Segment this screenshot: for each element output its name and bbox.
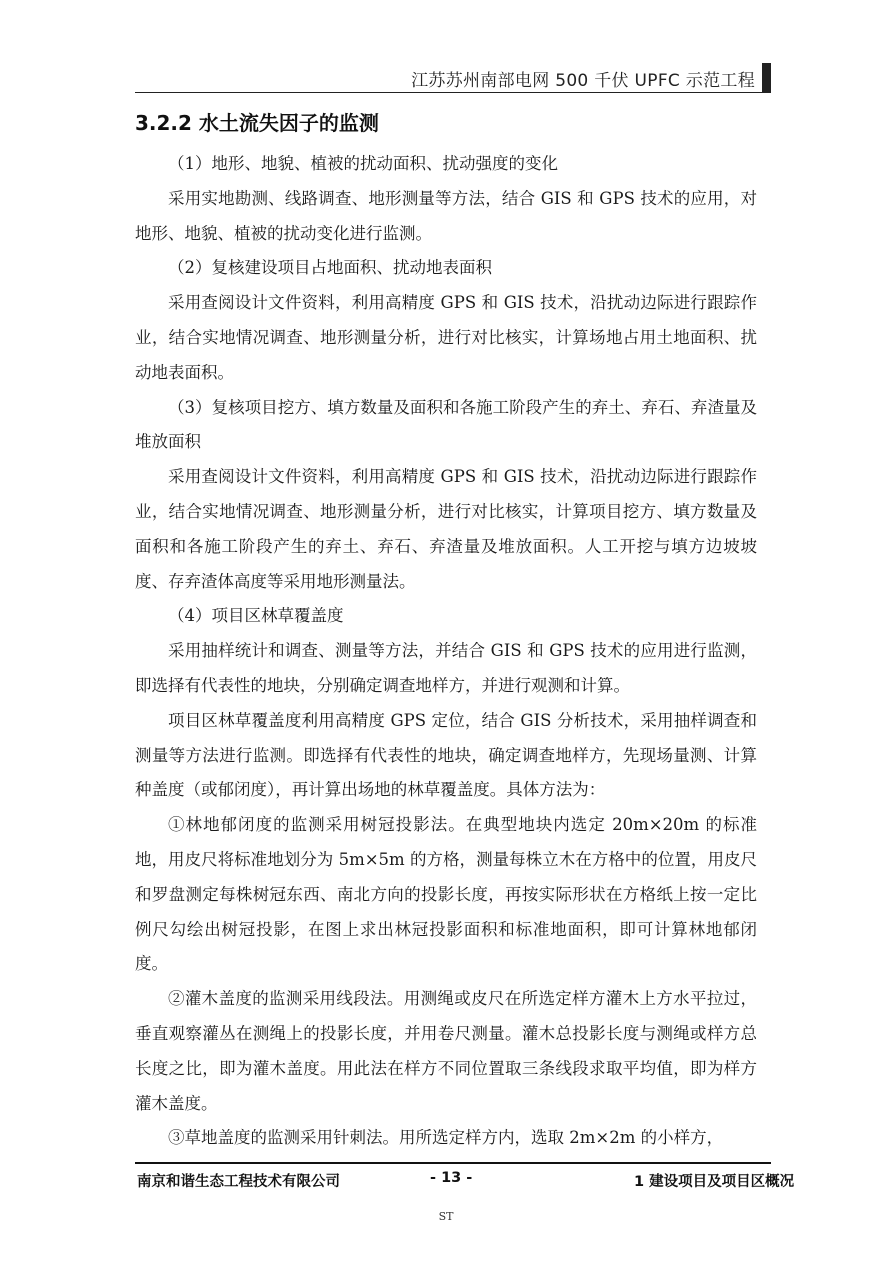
header-bar <box>762 63 771 93</box>
paragraph: 采用实地勘测、线路调查、地形测量等方法，结合 GIS 和 GPS 技术的应用，对地形、地貌、植被的扰动变化进行监测。 <box>135 188 757 243</box>
footer-rule <box>135 1162 771 1164</box>
paragraph-subheading: （4）项目区林草覆盖度 <box>168 606 344 626</box>
section-title: 3.2.2 水土流失因子的监测 <box>135 111 379 135</box>
footer-page-number: - 13 - <box>430 1170 473 1186</box>
footer-company: 南京和谐生态工程技术有限公司 <box>137 1174 340 1190</box>
footer-chapter: 1 建设项目及项目区概况 <box>634 1174 795 1190</box>
page-content <box>135 104 757 1156</box>
header-rule <box>135 92 763 93</box>
paragraph: 采用查阅设计文件资料，利用高精度 GPS 和 GIS 技术，沿扰动边际进行跟踪作业，结合实地情况调查、地形测量分析，进行对比核实，计算场地占用土地面积、扰动地表面积。 <box>135 293 757 382</box>
page-mark: ST <box>438 1210 454 1223</box>
paragraph-subheading: （2）复核建设项目占地面积、扰动地表面积 <box>168 258 492 278</box>
paragraph: ③草地盖度的监测采用针刺法。用所选定样方内，选取 2m×2m 的小样方， <box>168 1128 724 1148</box>
paragraph-subheading: （3）复核项目挖方、填方数量及面积和各施工阶段产生的弃土、弃石、弃渣量及堆放面积 <box>135 397 757 452</box>
header-title: 江苏苏州南部电网 500 千伏 UPFC 示范工程 <box>411 71 755 91</box>
paragraph-subheading: （1）地形、地貌、植被的扰动面积、扰动强度的变化 <box>168 154 558 173</box>
paragraph: ①林地郁闭度的监测采用树冠投影法。在典型地块内选定 20m×20m 的标准地，用皮尺将标准地划分为 5m×5m 的方格，测量每株立木在方格中的位置，用皮尺和罗盘测定每株树冠东西、南北方向的投影长度，再按实际形状在方格纸上按一定比例尺勾绘出树冠投影，在图上求出林冠投影面积和标准地面积，即可计算林地郁闭度。 <box>135 815 757 974</box>
paragraph: ②灌木盖度的监测采用线段法。用测绳或皮尺在所选定样方灌木上方水平拉过，垂直观察灌丛在测绳上的投影长度，并用卷尺测量。灌木总投影长度与测绳或样方总长度之比，即为灌木盖度。用此法在样方不同位置取三条线段求取平均值，即为样方灌木盖度。 <box>135 989 757 1113</box>
paragraph: 采用查阅设计文件资料，利用高精度 GPS 和 GIS 技术，沿扰动边际进行跟踪作业，结合实地情况调查、地形测量分析，进行对比核实，计算项目挖方、填方数量及面积和各施工阶段产生的弃土、弃石、弃渣量及堆放面积。人工开挖与填方边坡坡度、存弃渣体高度等采用地形测量法。 <box>135 467 757 591</box>
paragraph: 项目区林草覆盖度利用高精度 GPS 定位，结合 GIS 分析技术，采用抽样调查和测量等方法进行监测。即选择有代表性的地块，确定调查地样方，先现场量测、计算种盖度（或郁闭度），再计算出场地的林草覆盖度。具体方法为： <box>135 710 757 800</box>
paragraph: 采用抽样统计和调查、测量等方法，并结合 GIS 和 GPS 技术的应用进行监测，即选择有代表性的地块，分别确定调查地样方，并进行观测和计算。 <box>135 641 757 695</box>
